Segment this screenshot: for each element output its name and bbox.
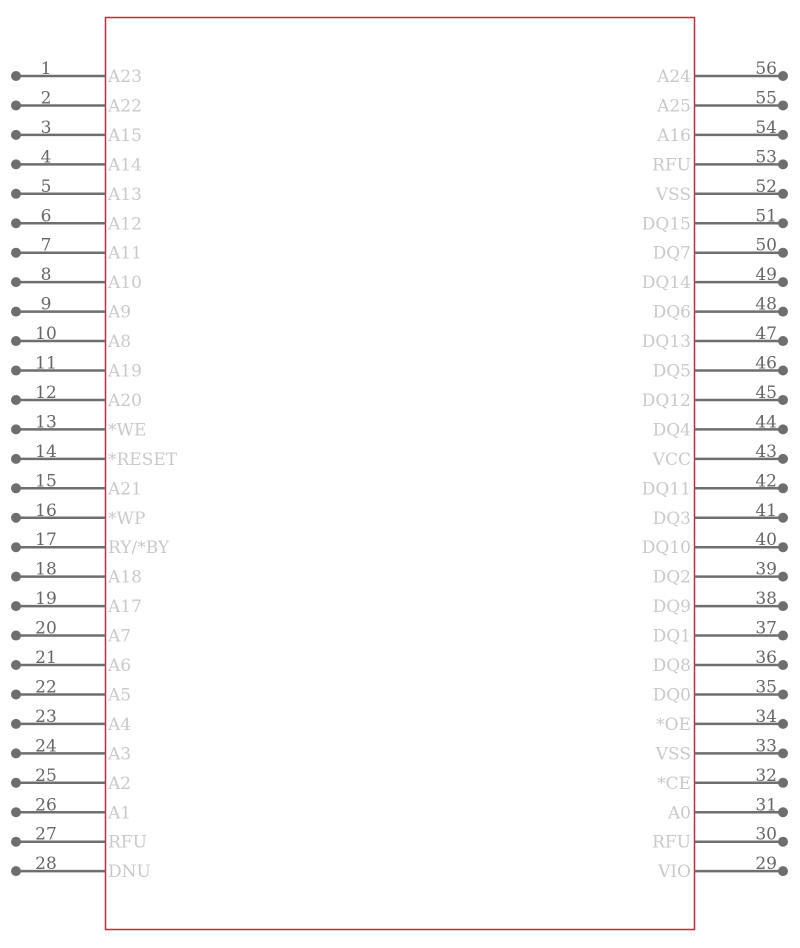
pin-name-label: DQ11	[641, 479, 691, 500]
pin-number: 24	[35, 736, 57, 757]
pin-name-label: A22	[108, 96, 142, 117]
pin-name-label: *WP	[108, 508, 146, 529]
pin-terminal-dot	[778, 366, 788, 376]
pin-terminal-dot	[11, 689, 21, 699]
pin-terminal-dot	[778, 601, 788, 611]
pin-terminal-dot	[778, 395, 788, 405]
pin-number: 10	[35, 324, 57, 345]
pin-10	[11, 324, 131, 352]
pin-name-label: VIO	[658, 862, 691, 883]
pin-16	[11, 501, 145, 529]
pin-13	[11, 412, 146, 440]
pin-number: 53	[755, 147, 777, 168]
pin-terminal-dot	[11, 366, 21, 376]
pin-number: 13	[35, 412, 57, 433]
pin-terminal-dot	[778, 572, 788, 582]
pin-name-label: A11	[108, 243, 142, 264]
pin-terminal-dot	[11, 572, 21, 582]
pin-terminal-dot	[11, 719, 21, 729]
pin-name-label: DQ13	[641, 332, 691, 353]
pin-19	[11, 589, 142, 617]
pin-number: 36	[755, 648, 777, 668]
pin-29	[657, 854, 788, 882]
pin-45	[642, 383, 788, 411]
pin-terminal-dot	[778, 542, 788, 552]
pin-name-label: A4	[108, 714, 132, 735]
pin-terminal-dot	[11, 424, 21, 434]
pin-name-label: *RESET	[108, 449, 178, 470]
pin-terminal-dot	[11, 483, 21, 493]
pin-number: 16	[35, 500, 57, 521]
pin-number: 35	[755, 677, 777, 698]
pin-number: 20	[35, 618, 57, 639]
pin-name-label: DQ9	[652, 597, 691, 618]
pin-number: 31	[755, 795, 777, 816]
pin-name-label: A10	[108, 273, 142, 294]
pin-number: 6	[40, 206, 52, 227]
pin-name-label: *CE	[657, 773, 691, 794]
pin-name-label: DQ3	[652, 508, 691, 529]
pin-terminal-dot	[778, 130, 788, 140]
pin-number: 44	[755, 412, 777, 433]
pin-number: 43	[755, 441, 777, 462]
pin-terminal-dot	[778, 719, 788, 729]
pin-name-label: A23	[108, 67, 142, 87]
pin-6	[11, 206, 142, 234]
pin-number: 38	[755, 589, 777, 610]
pin-21	[11, 648, 131, 676]
pin-number: 37	[755, 618, 777, 639]
pin-number: 19	[35, 589, 57, 610]
pin-name-label: A25	[657, 96, 691, 117]
pin-name-label: DQ14	[641, 273, 691, 294]
pin-number: 21	[35, 648, 57, 668]
pin-38	[653, 589, 788, 617]
pin-53	[652, 147, 788, 175]
pin-terminal-dot	[778, 513, 788, 523]
pin-5	[11, 177, 142, 205]
pin-name-label: VSS	[655, 744, 691, 765]
pin-terminal-dot	[11, 748, 21, 758]
pin-number: 51	[755, 206, 777, 227]
pin-39	[653, 560, 788, 588]
pin-terminal-dot	[11, 218, 21, 228]
pin-terminal-dot	[11, 837, 21, 847]
pin-number: 47	[755, 324, 777, 345]
pin-terminal-dot	[778, 837, 788, 847]
pin-22	[11, 677, 131, 705]
pin-number: 22	[35, 677, 57, 698]
pin-55	[656, 88, 788, 116]
pin-number: 17	[35, 530, 57, 551]
pin-name-label: VCC	[652, 449, 691, 470]
pin-7	[11, 236, 142, 264]
pin-name-label: A16	[657, 125, 691, 146]
pin-terminal-dot	[11, 631, 21, 641]
pin-name-label: A8	[108, 332, 132, 353]
pin-56	[656, 59, 788, 87]
pin-33	[655, 736, 788, 764]
pin-terminal-dot	[11, 866, 21, 876]
pin-terminal-dot	[778, 748, 788, 758]
pin-name-label: A12	[108, 214, 142, 235]
pin-number: 11	[35, 353, 57, 374]
pin-terminal-dot	[778, 248, 788, 258]
pin-number: 28	[35, 854, 57, 875]
pin-27	[11, 825, 147, 853]
pin-name-label: A20	[108, 390, 142, 411]
pin-number: 54	[755, 117, 777, 138]
pin-32	[657, 766, 788, 794]
pin-46	[653, 354, 788, 382]
pin-name-label: A3	[108, 744, 132, 765]
pin-number: 45	[755, 382, 777, 403]
pin-name-label: DQ2	[652, 567, 691, 588]
pin-name-label: A0	[667, 803, 691, 824]
pin-name-label: DQ1	[652, 626, 691, 647]
pin-name-label: A24	[657, 67, 691, 87]
pin-number: 27	[35, 824, 57, 845]
pin-43	[652, 442, 788, 470]
pin-12	[11, 383, 142, 411]
pin-terminal-dot	[778, 100, 788, 110]
pin-47	[642, 324, 788, 352]
pin-terminal-dot	[778, 218, 788, 228]
pin-name-label: RFU	[652, 832, 691, 853]
pin-number: 8	[40, 265, 52, 286]
pin-number: 41	[755, 500, 777, 521]
pin-number: 4	[40, 147, 52, 168]
pin-terminal-dot	[11, 336, 21, 346]
pin-44	[653, 412, 788, 440]
pin-number: 1	[40, 59, 52, 79]
pin-54	[656, 118, 788, 146]
pin-terminal-dot	[11, 778, 21, 788]
pin-terminal-dot	[11, 513, 21, 523]
pin-terminal-dot	[778, 631, 788, 641]
pin-terminal-dot	[11, 248, 21, 258]
pin-49	[642, 265, 788, 293]
pin-terminal-dot	[778, 454, 788, 464]
pin-number: 12	[35, 382, 57, 403]
pin-terminal-dot	[11, 601, 21, 611]
pin-9	[11, 295, 131, 323]
pin-30	[652, 825, 788, 853]
pin-name-label: A7	[108, 626, 132, 647]
pin-number: 5	[40, 176, 52, 197]
pin-terminal-dot	[11, 130, 21, 140]
pin-name-label: DQ6	[652, 302, 691, 323]
pin-name-label: *WE	[108, 420, 147, 441]
pin-terminal-dot	[778, 689, 788, 699]
pin-terminal-dot	[778, 336, 788, 346]
pin-name-label: RFU	[652, 155, 691, 176]
pin-number: 39	[755, 559, 777, 580]
pin-3	[11, 118, 142, 146]
pin-number: 2	[40, 88, 52, 109]
pin-name-label: DQ8	[652, 656, 691, 676]
pin-terminal-dot	[11, 542, 21, 552]
pin-name-label: *OE	[656, 714, 691, 735]
pin-20	[11, 619, 131, 647]
pin-4	[11, 147, 142, 175]
pin-name-label: DQ4	[652, 420, 691, 441]
pin-number: 9	[40, 294, 52, 315]
pin-name-label: A21	[108, 479, 142, 500]
pin-name-label: A2	[108, 773, 132, 794]
pin-number: 14	[35, 441, 57, 462]
pin-40	[642, 530, 788, 558]
pin-terminal-dot	[778, 189, 788, 199]
pin-terminal-dot	[778, 159, 788, 169]
pin-name-label: DQ7	[652, 243, 691, 264]
pin-34	[656, 707, 788, 735]
pin-18	[11, 560, 142, 588]
pin-terminal-dot	[778, 660, 788, 670]
pin-terminal-dot	[11, 807, 21, 817]
pin-terminal-dot	[11, 71, 21, 81]
pin-name-label: DQ15	[641, 214, 691, 235]
pin-number: 46	[755, 353, 777, 374]
pin-number: 15	[35, 471, 57, 492]
pin-number: 3	[40, 117, 52, 138]
pin-number: 50	[755, 235, 777, 256]
right-pin-group	[642, 59, 788, 882]
pin-name-label: A13	[108, 184, 142, 205]
pin-name-label: DQ10	[641, 538, 691, 559]
pin-number: 52	[755, 176, 777, 197]
component-body-outline	[106, 18, 695, 930]
pin-number: 29	[755, 854, 777, 875]
pin-number: 49	[755, 265, 777, 286]
pin-8	[11, 265, 142, 293]
pin-26	[11, 795, 131, 823]
pin-terminal-dot	[11, 159, 21, 169]
pin-name-label: RY/*BY	[108, 538, 170, 559]
pin-48	[653, 295, 788, 323]
pin-name-label: A1	[108, 803, 132, 824]
pin-name-label: A6	[108, 656, 132, 676]
pin-number: 23	[35, 706, 57, 727]
pin-25	[11, 766, 131, 794]
pin-number: 32	[755, 765, 777, 786]
pin-28	[11, 854, 151, 882]
pin-name-label: A19	[108, 361, 142, 382]
pin-terminal-dot	[11, 660, 21, 670]
pin-terminal-dot	[11, 189, 21, 199]
pin-terminal-dot	[778, 277, 788, 287]
pin-terminal-dot	[778, 866, 788, 876]
pin-terminal-dot	[778, 307, 788, 317]
pin-name-label: VSS	[655, 184, 691, 205]
pin-number: 18	[35, 559, 57, 580]
pin-terminal-dot	[778, 483, 788, 493]
pin-number: 7	[40, 235, 52, 256]
pin-name-label: DQ12	[641, 390, 691, 411]
pin-11	[11, 354, 142, 382]
pin-number: 25	[35, 765, 57, 786]
pin-name-label: DQ5	[652, 361, 691, 382]
pin-35	[653, 677, 788, 705]
pin-number: 34	[755, 706, 777, 727]
pin-number: 33	[755, 736, 777, 757]
pin-name-label: A14	[108, 155, 142, 176]
pin-terminal-dot	[11, 454, 21, 464]
pin-number: 56	[755, 59, 777, 79]
left-pin-group	[11, 59, 178, 882]
pin-name-label: A9	[108, 302, 132, 323]
pin-number: 55	[755, 88, 777, 109]
pin-23	[11, 707, 131, 735]
pin-number: 48	[755, 294, 777, 315]
pin-31	[667, 795, 788, 823]
pin-name-label: A15	[108, 125, 142, 146]
pin-terminal-dot	[778, 807, 788, 817]
pin-terminal-dot	[11, 307, 21, 317]
pin-37	[653, 619, 788, 647]
pin-24	[11, 736, 131, 764]
pin-number: 40	[755, 530, 777, 551]
pin-1	[11, 59, 142, 87]
pin-17	[11, 530, 170, 558]
pin-terminal-dot	[11, 100, 21, 110]
pin-number: 30	[755, 824, 777, 845]
pin-number: 42	[755, 471, 777, 492]
pin-41	[653, 501, 788, 529]
pin-51	[642, 206, 788, 234]
pin-2	[11, 88, 142, 116]
pin-15	[11, 471, 142, 499]
pin-terminal-dot	[778, 71, 788, 81]
pin-36	[653, 648, 788, 676]
pin-name-label: A5	[108, 685, 132, 706]
pin-52	[655, 177, 788, 205]
pin-50	[653, 236, 788, 264]
pin-name-label: A17	[108, 597, 142, 618]
pin-terminal-dot	[11, 277, 21, 287]
pin-terminal-dot	[11, 395, 21, 405]
pin-name-label: DQ0	[652, 685, 691, 706]
pin-name-label: A18	[108, 567, 142, 588]
pin-14	[11, 442, 178, 470]
pin-number: 26	[35, 795, 57, 816]
pin-name-label: RFU	[108, 832, 147, 853]
pin-terminal-dot	[778, 778, 788, 788]
pin-name-label: DNU	[108, 862, 151, 883]
pin-42	[642, 471, 788, 499]
pin-terminal-dot	[778, 424, 788, 434]
